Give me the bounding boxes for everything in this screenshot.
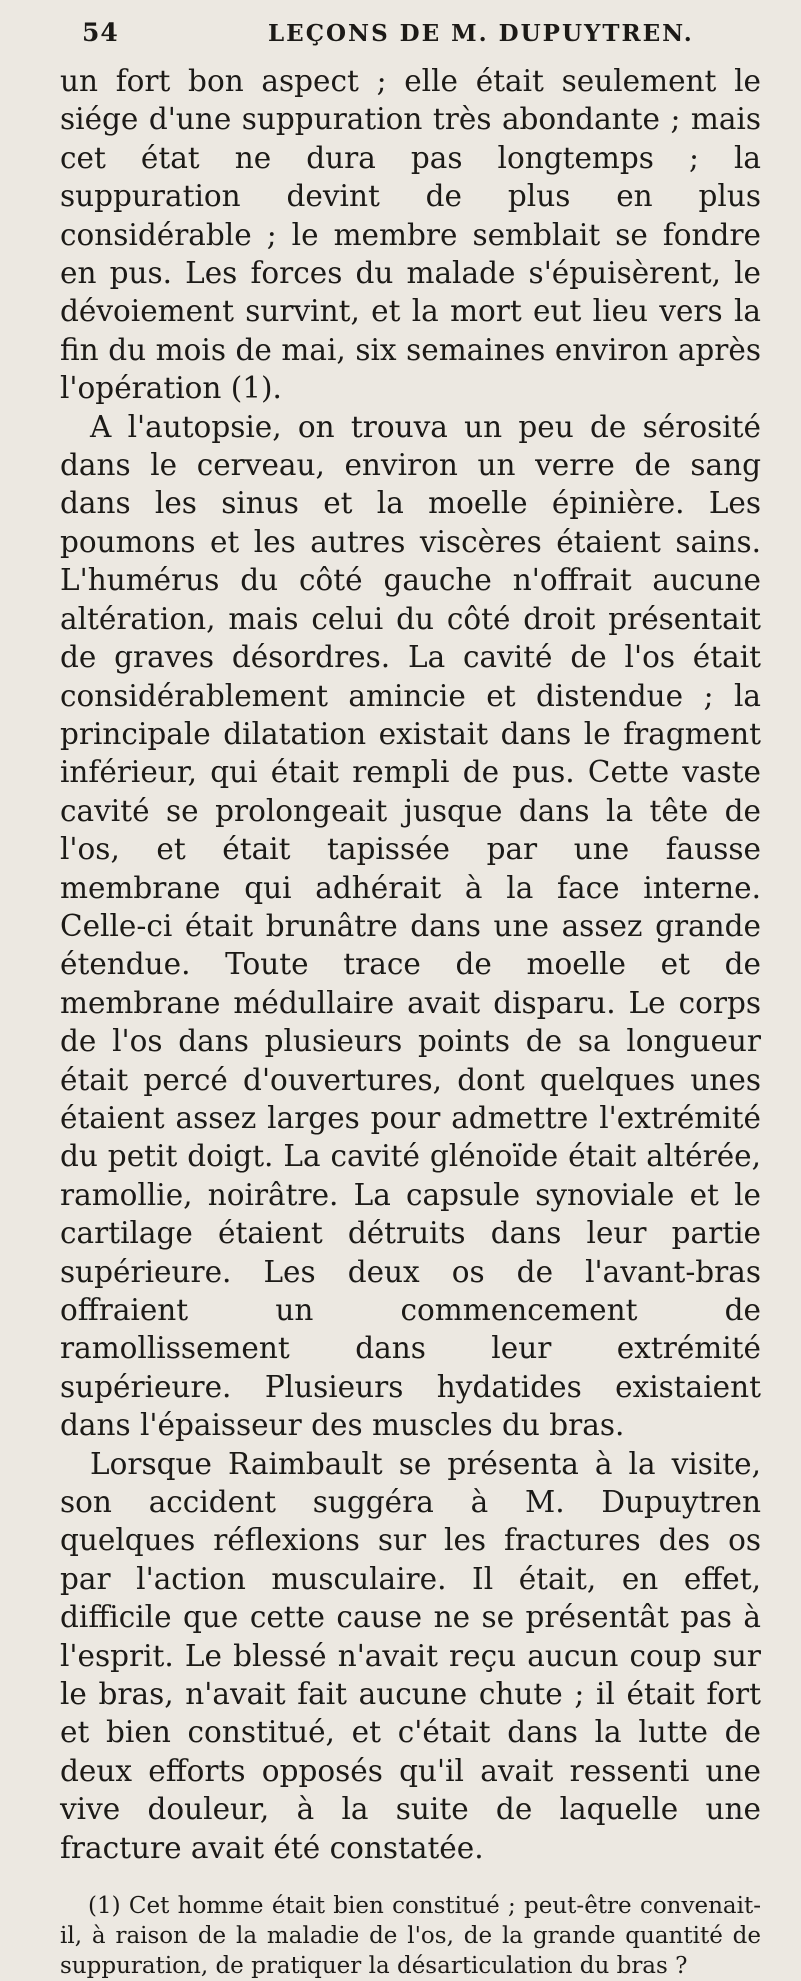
body-text bbox=[60, 62, 761, 1867]
paragraph-2: A l'autopsie, on trouva un peu de sérosité dans le cerveau, environ un verre de sang dans les sinus et la moelle épinière. Les poumons et les autres viscères étaient sains. L'humérus du côté gauche n'offrait aucune altération, mais celui du côté droit présentait de graves désordres. La cavité de l'os était considérablement amincie et distendue ; la principale dilatation existait dans le fragment inférieur, qui était rempli de pus. Cette vaste cavité se prolongeait jusque dans la tête de l'os, et était tapissée par une fausse membrane qui adhérait à la face interne. Celle-ci était brunâtre dans une assez grande étendue. Toute trace de moelle et de membrane médullaire avait disparu. Le corps de l'os dans plusieurs points de sa longueur était percé d'ouvertures, dont quelques unes étaient assez larges pour admettre l'extrémité du petit doigt. La cavité glénoïde était altérée, ramollie, noirâtre. La capsule synoviale et le cartilage étaient détruits dans leur partie supérieure. Les deux os de l'avant-bras offraient un commencement de ramollissement dans leur extrémité supérieure. Plusieurs hydatides existaient dans l'épaisseur des muscles du bras. bbox=[60, 409, 761, 1443]
running-title: LEÇONS DE M. DUPUYTREN. bbox=[268, 20, 694, 47]
page-number: 54 bbox=[82, 18, 119, 47]
footnote-text: (1) Cet homme était bien constitué ; peut-être convenait-il, à raison de la maladie de l'os, de la grande quantité de suppuration, de pratiquer la désarticulation du bras ? bbox=[60, 1893, 761, 1980]
footnote bbox=[60, 1891, 761, 1981]
running-head bbox=[0, 14, 801, 54]
paragraph-1: un fort bon aspect ; elle était seulement le siége d'une suppuration très abondante ; mais cet état ne dura pas longtemps ; la suppuration devint de plus en plus considérable ; le membre semblait se fondre en pus. Les forces du malade s'épuisèrent, le dévoiement survint, et la mort eut lieu vers la fin du mois de mai, six semaines environ après l'opération (1). bbox=[60, 64, 761, 406]
paragraph-3: Lorsque Raimbault se présenta à la visite, son accident suggéra à M. Dupuytren quelques réflexions sur les fractures des os par l'action musculaire. Il était, en effet, difficile que cette cause ne se présentât pas à l'esprit. Le blessé n'avait reçu aucun coup sur le bras, n'avait fait aucune chute ; il était fort et bien constitué, et c'était dans la lutte de deux efforts opposés qu'il avait ressenti une vive douleur, à la suite de laquelle une fracture avait été constatée. bbox=[60, 1446, 761, 1865]
